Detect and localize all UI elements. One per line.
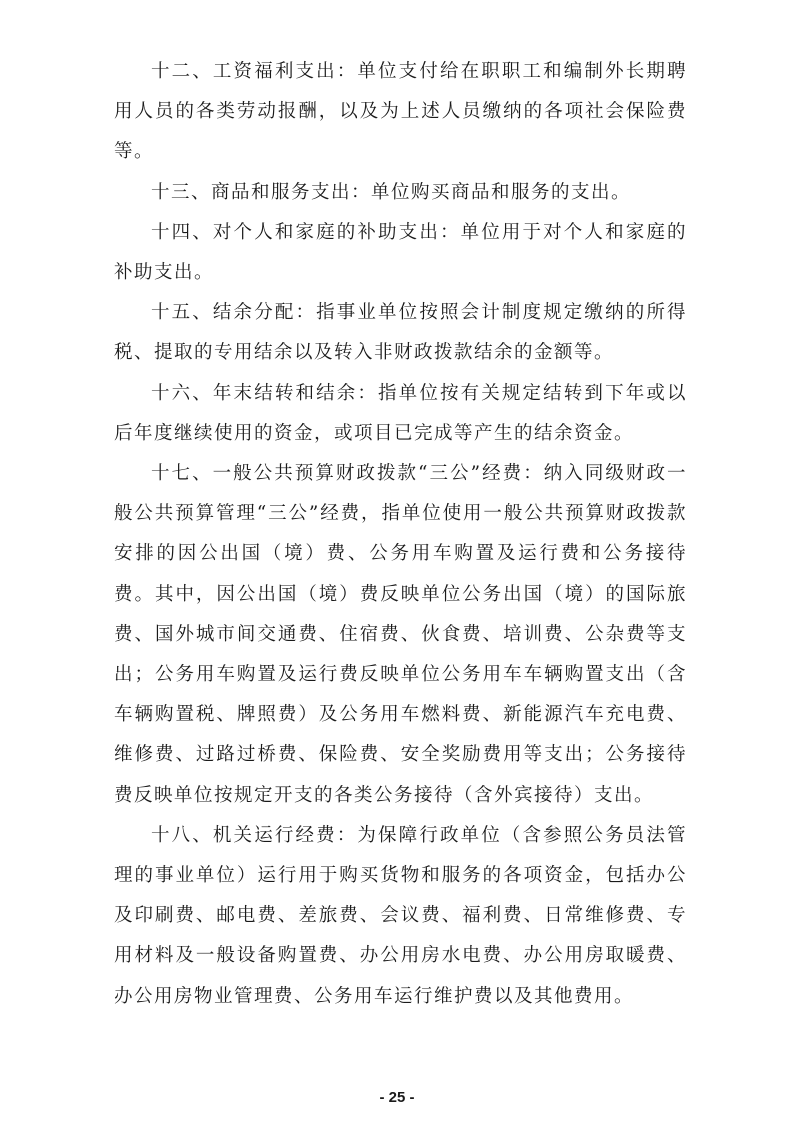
- paragraph-personal-family-subsidy: 十四、对个人和家庭的补助支出：单位用于对个人和家庭的补助支出。: [114, 221, 687, 284]
- paragraph-year-end-carryover: 十六、年末结转和结余：指单位按有关规定结转到下年或以后年度继续使用的资金，或项目已完成等产生的结余资金。: [114, 382, 687, 444]
- paragraph-wage-welfare-expenditure: 十二、工资福利支出：单位支付给在职职工和编制外长期聘用人员的各类劳动报酬，以及为上述人员缴纳的各项社会保险费等。: [114, 61, 687, 163]
- page-number: - 25 -: [379, 1089, 415, 1106]
- paragraph-agency-operating-expenses: 十八、机关运行经费：为保障行政单位（含参照公务员法管理的事业单位）运行用于购买货物和服务的各项资金，包括办公及印刷费、邮电费、差旅费、会议费、福利费、日常维修费、专用材料及一般设备购置费、办公用房水电费、办公用房取暖费、办公用房物业管理费、公务用车运行维护费以及其他费用。: [114, 824, 687, 1007]
- paragraph-goods-services-expenditure: 十三、商品和服务支出：单位购买商品和服务的支出。: [151, 181, 632, 203]
- body-text: [114, 52, 687, 1017]
- paragraph-three-public-expenses: 十七、一般公共预算财政拨款“三公”经费：纳入同级财政一般公共预算管理“三公”经费，指单位使用一般公共预算财政拨款安排的因公出国（境）费、公务用车购置及运行费和公务接待费。其中，因公出国（境）费反映单位公务出国（境）的国际旅费、国外城市间交通费、住宿费、伙食费、培训费、公杂费等支出；公务用车购置及运行费反映单位公务用车车辆购置支出（含车辆购置税、牌照费）及公务用车燃料费、新能源汽车充电费、维修费、过路过桥费、保险费、安全奖励费用等支出；公务接待费反映单位按规定开支的各类公务接待（含外宾接待）支出。: [114, 463, 687, 806]
- paragraph-surplus-distribution: 十五、结余分配：指事业单位按照会计制度规定缴纳的所得税、提取的专用结余以及转入非财政拨款结余的金额等。: [114, 302, 687, 364]
